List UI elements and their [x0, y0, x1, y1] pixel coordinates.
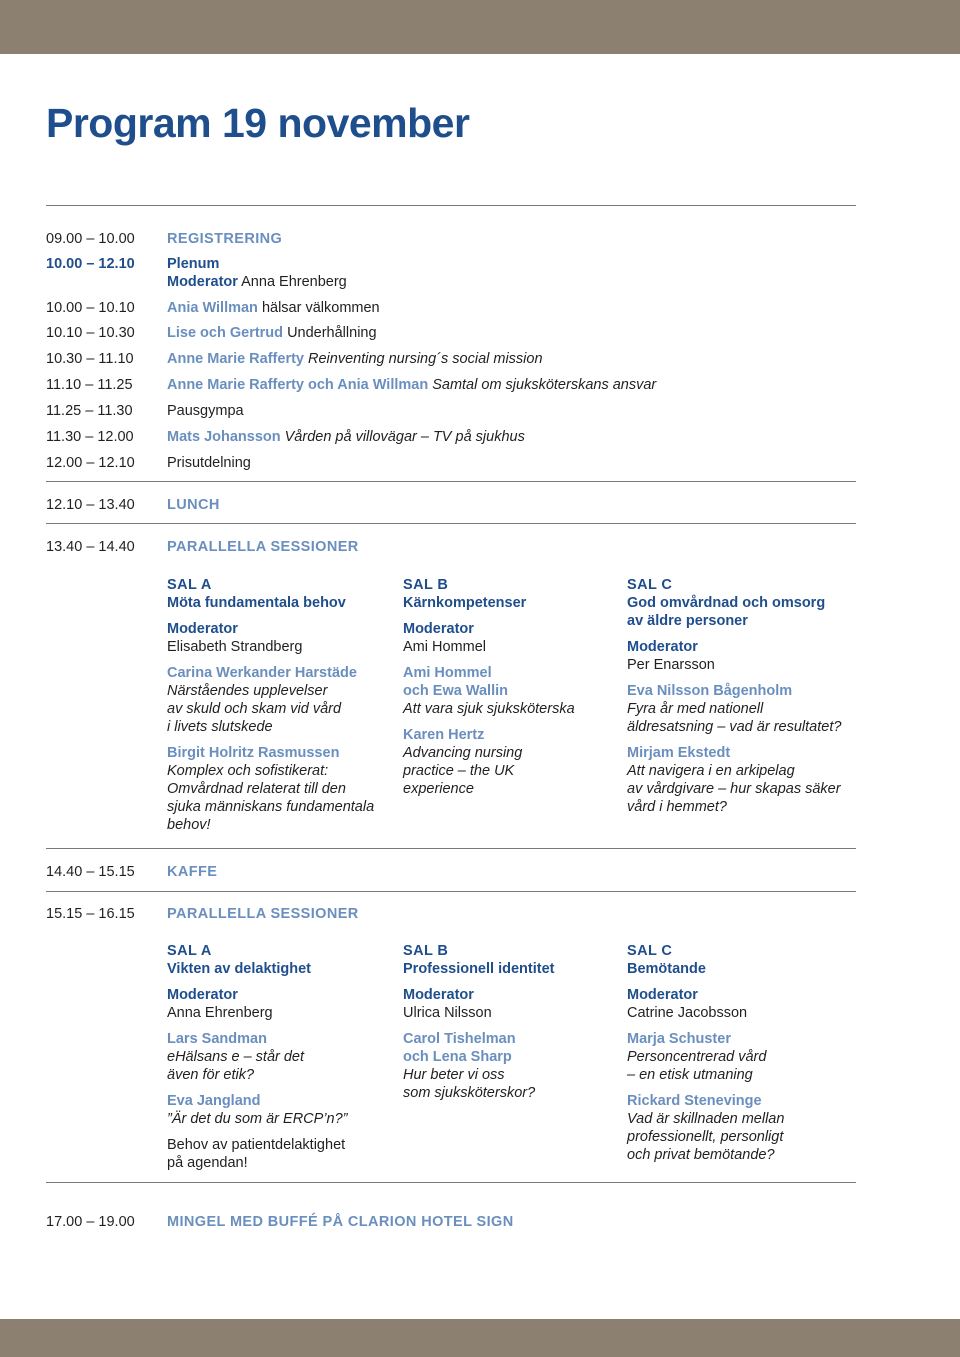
item-text: Pausgympa: [167, 403, 244, 419]
talk-title: eHälsans e – står det även för etik?: [167, 1049, 305, 1083]
speaker-name: Eva Jangland: [167, 1093, 261, 1109]
session-topic: Bemötande: [627, 961, 706, 977]
time-slot: 13.40 – 14.40: [46, 539, 135, 555]
divider: [46, 848, 856, 849]
speaker-name: Carina Werkander Harstäde: [167, 665, 357, 681]
sal-heading: SAL C: [627, 577, 673, 593]
session-label: LUNCH: [167, 497, 220, 513]
talk-title: Att vara sjuk sjuksköterska: [403, 701, 575, 717]
session-label: MINGEL MED BUFFÉ PÅ CLARION HOTEL SIGN: [167, 1214, 514, 1230]
talk-title: Vården på villovägar – TV på sjukhus: [284, 429, 525, 445]
speaker-name: Eva Nilsson Bågenholm: [627, 683, 793, 699]
divider: [46, 1182, 856, 1183]
talk-title: Att navigera i en arkipelag av vårdgivare – hur skapas säker vård i hemmet?: [627, 763, 841, 815]
moderator-name: Catrine Jacobsson: [627, 1005, 748, 1021]
session-label: PARALLELLA SESSIONER: [167, 906, 359, 922]
page-title: Program 19 november: [46, 100, 470, 146]
sal-heading: SAL C: [627, 943, 673, 959]
speaker-name: Mats Johansson: [167, 429, 281, 445]
moderator-name: Anna Ehrenberg: [167, 1005, 273, 1021]
talk-title: Reinventing nursing´s social mission: [308, 351, 543, 367]
time-slot: 12.00 – 12.10: [46, 455, 135, 471]
session1-sal-a: [167, 576, 377, 834]
session-label: PARALLELLA SESSIONER: [167, 539, 359, 555]
moderator-label: Moderator: [167, 274, 238, 290]
session-label: REGISTRERING: [167, 231, 283, 247]
session-topic: Professionell identitet: [403, 961, 555, 977]
plenum-block: [167, 255, 347, 291]
talk-title: Fyra år med nationell äldresatsning – vad är resultatet?: [627, 701, 842, 735]
speaker-name: Karen Hertz: [403, 727, 485, 743]
moderator-label: Moderator: [403, 987, 474, 1003]
talk-title: Närståendes upplevelser av skuld och skam vid vård i livets slutskede: [167, 683, 342, 735]
time-slot: 10.10 – 10.30: [46, 325, 135, 341]
speaker-name: Marja Schuster: [627, 1031, 731, 1047]
speaker-name: Lise och Gertrud: [167, 325, 284, 341]
item-text: hälsar välkommen: [261, 300, 380, 316]
time-slot: 15.15 – 16.15: [46, 906, 135, 922]
plenum-title: Plenum: [167, 256, 220, 272]
talk-title: Vad är skillnaden mellan professionellt, personligt och privat bemötande?: [627, 1111, 785, 1163]
divider: [46, 481, 856, 482]
time-slot: 11.30 – 12.00: [46, 429, 134, 445]
session-topic: Kärnkompetenser: [403, 595, 527, 611]
moderator-name: Per Enarsson: [627, 657, 715, 673]
item-text: Underhållning: [287, 325, 377, 341]
session1-sal-b: [403, 576, 613, 798]
speaker-name: Lars Sandman: [167, 1031, 267, 1047]
moderator-name: Anna Ehrenberg: [241, 274, 347, 290]
talk-title: ”Är det du som är ERCP’n?”: [167, 1111, 348, 1127]
session2-sal-a: [167, 942, 377, 1172]
talk-title: Personcentrerad vård – en etisk utmaning: [627, 1049, 767, 1083]
talk-title: Advancing nursing practice – the UK experience: [403, 745, 523, 797]
time-slot: 10.00 – 10.10: [46, 300, 135, 316]
divider: [46, 205, 856, 206]
moderator-label: Moderator: [627, 639, 698, 655]
talk-subtitle: Behov av patientdelaktighet på agendan!: [167, 1137, 346, 1171]
moderator-name: Ami Hommel: [403, 639, 486, 655]
top-color-band: [0, 0, 960, 54]
speaker-name: Rickard Stenevinge: [627, 1093, 762, 1109]
talk-title: Samtal om sjuksköterskans ansvar: [432, 377, 657, 393]
moderator-label: Moderator: [403, 621, 474, 637]
time-slot: 11.10 – 11.25: [46, 377, 133, 393]
session2-sal-c: [627, 942, 847, 1164]
time-slot: 09.00 – 10.00: [46, 231, 135, 247]
speaker-name: Ania Willman: [167, 300, 258, 316]
item-text: Prisutdelning: [167, 455, 251, 471]
speaker-name: Birgit Holritz Rasmussen: [167, 745, 340, 761]
session-topic: Vikten av delaktighet: [167, 961, 311, 977]
moderator-name: Ulrica Nilsson: [403, 1005, 492, 1021]
time-slot: 12.10 – 13.40: [46, 497, 135, 513]
session2-sal-b: [403, 942, 613, 1102]
speaker-name: Ami Hommel och Ewa Wallin: [403, 665, 509, 699]
speaker-name: Mirjam Ekstedt: [627, 745, 731, 761]
moderator-label: Moderator: [627, 987, 698, 1003]
session1-sal-c: [627, 576, 847, 816]
moderator-label: Moderator: [167, 987, 238, 1003]
bottom-color-band: [0, 1319, 960, 1357]
talk-title: Hur beter vi oss som sjuksköterskor?: [403, 1067, 536, 1101]
session-label: KAFFE: [167, 864, 218, 880]
time-slot: 11.25 – 11.30: [46, 403, 133, 419]
session-topic: God omvårdnad och omsorg av äldre personer: [627, 595, 826, 629]
talk-title: Komplex och sofistikerat: Omvårdnad relaterat till den sjuka människans fundamentala behov!: [167, 763, 375, 833]
speaker-name: Carol Tishelman och Lena Sharp: [403, 1031, 516, 1065]
time-slot: 14.40 – 15.15: [46, 864, 135, 880]
sal-heading: SAL B: [403, 577, 449, 593]
time-slot: 17.00 – 19.00: [46, 1214, 135, 1230]
divider: [46, 891, 856, 892]
sal-heading: SAL A: [167, 577, 212, 593]
time-slot: 10.30 – 11.10: [46, 351, 134, 367]
session-topic: Möta fundamentala behov: [167, 595, 346, 611]
speaker-name: Anne Marie Rafferty: [167, 351, 304, 367]
moderator-label: Moderator: [167, 621, 238, 637]
sal-heading: SAL A: [167, 943, 212, 959]
moderator-name: Elisabeth Strandberg: [167, 639, 303, 655]
sal-heading: SAL B: [403, 943, 449, 959]
speaker-name: Anne Marie Rafferty och Ania Willman: [167, 377, 429, 393]
divider: [46, 523, 856, 524]
time-slot: 10.00 – 12.10: [46, 256, 135, 272]
